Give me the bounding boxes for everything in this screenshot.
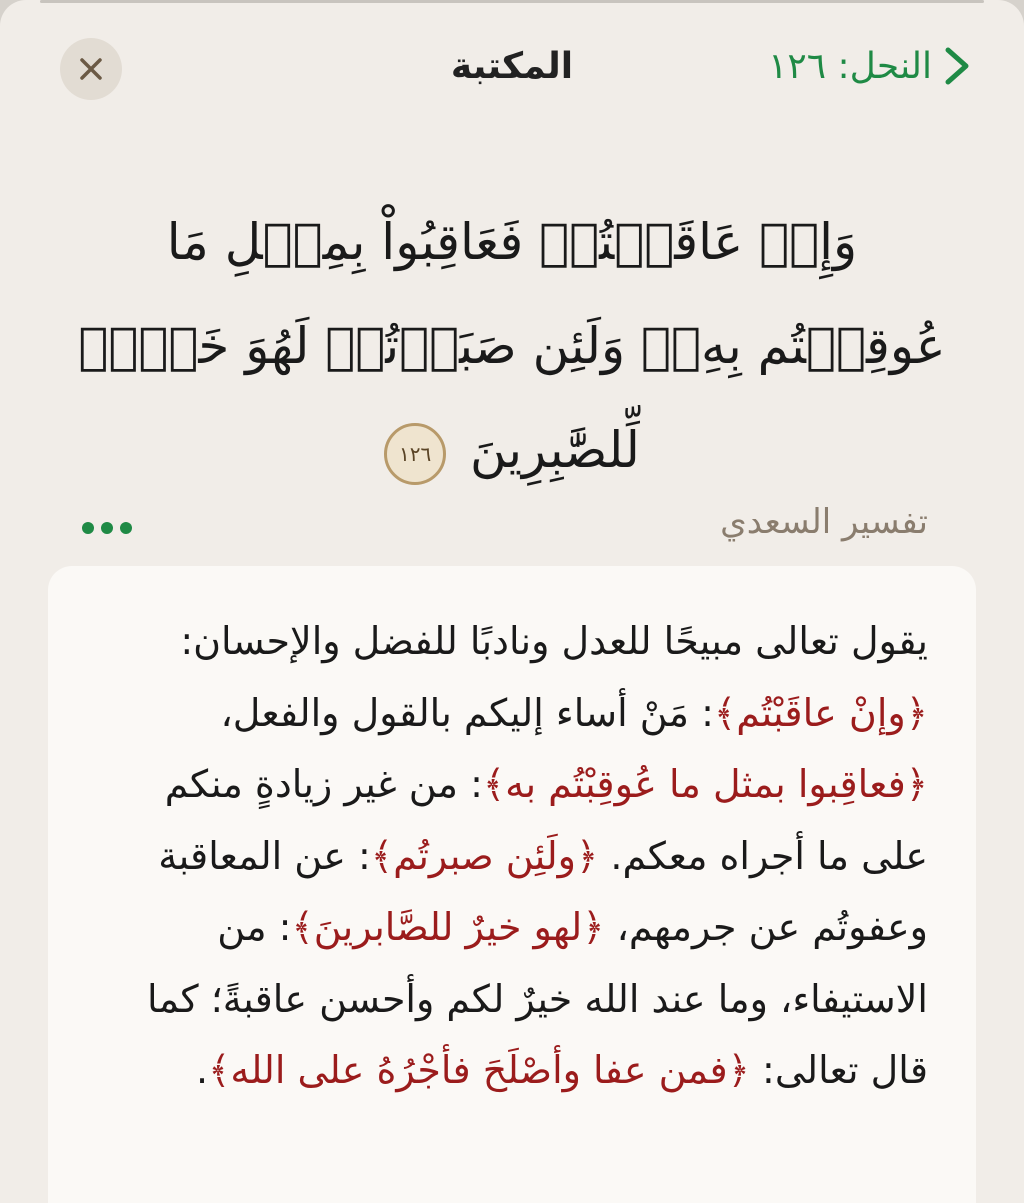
quran-verse <box>70 190 954 502</box>
verse-text: وَإِنۡ عَاقَبۡتُمۡ فَعَاقِبُواْ بِمِثۡلِ مَا عُوقِبۡتُم بِهِۦۖ وَلَئِن صَبَرۡتُمۡ لَهُوَ خَيۡرٞ لِّلصَّٰبِرِينَ <box>78 213 946 479</box>
tafsir-quote: ﴿ولَئِن صبرتُم﴾ <box>370 833 599 878</box>
ayah-number-marker: ١٢٦ <box>384 423 446 485</box>
more-dot <box>82 522 94 534</box>
tafsir-segment: : من الاستيفاء، وما عند الله خيرٌ لكم وأحسن عاقبةً؛ كما قال تعالى: <box>146 905 928 1092</box>
tafsir-segment: يقول تعالى مبيحًا للعدل ونادبًا للفضل والإحسان: <box>180 619 928 663</box>
chevron-right-icon <box>942 44 972 88</box>
page-title: المكتبة <box>450 46 574 87</box>
more-dot <box>101 522 113 534</box>
tafsir-quote: ﴿وإنْ عاقَبْتُم﴾ <box>713 690 928 735</box>
tafsir-segment: . <box>195 1048 209 1092</box>
tafsir-segment: : من غير زيادةٍ منكم على ما أجراه معكم. <box>164 762 928 878</box>
tafsir-segment: : عن المعاقبة وعفوتُم عن جرمهم، <box>158 833 928 949</box>
tafsir-quote: ﴿فعاقِبوا بمثل ما عُوقِبْتُم به﴾ <box>482 762 928 806</box>
tafsir-quote: ﴿لهو خيرٌ للصَّابرينَ﴾ <box>291 905 605 949</box>
surah-ayah-nav-link[interactable] <box>768 44 972 88</box>
tafsir-quote: ﴿فمن عفا وأصْلَحَ فأجْرُهُ على الله﴾ <box>208 1048 750 1092</box>
more-options-button[interactable] <box>82 514 142 542</box>
more-dot <box>120 522 132 534</box>
surah-ayah-label: النحل: ١٢٦ <box>768 45 932 87</box>
tafsir-text <box>90 606 928 1107</box>
tafsir-segment: : مَنْ أساء إليكم بالقول والفعل، <box>220 690 714 735</box>
tafsir-title: تفسير السعدي <box>720 502 928 542</box>
sheet-top-border <box>40 0 984 3</box>
